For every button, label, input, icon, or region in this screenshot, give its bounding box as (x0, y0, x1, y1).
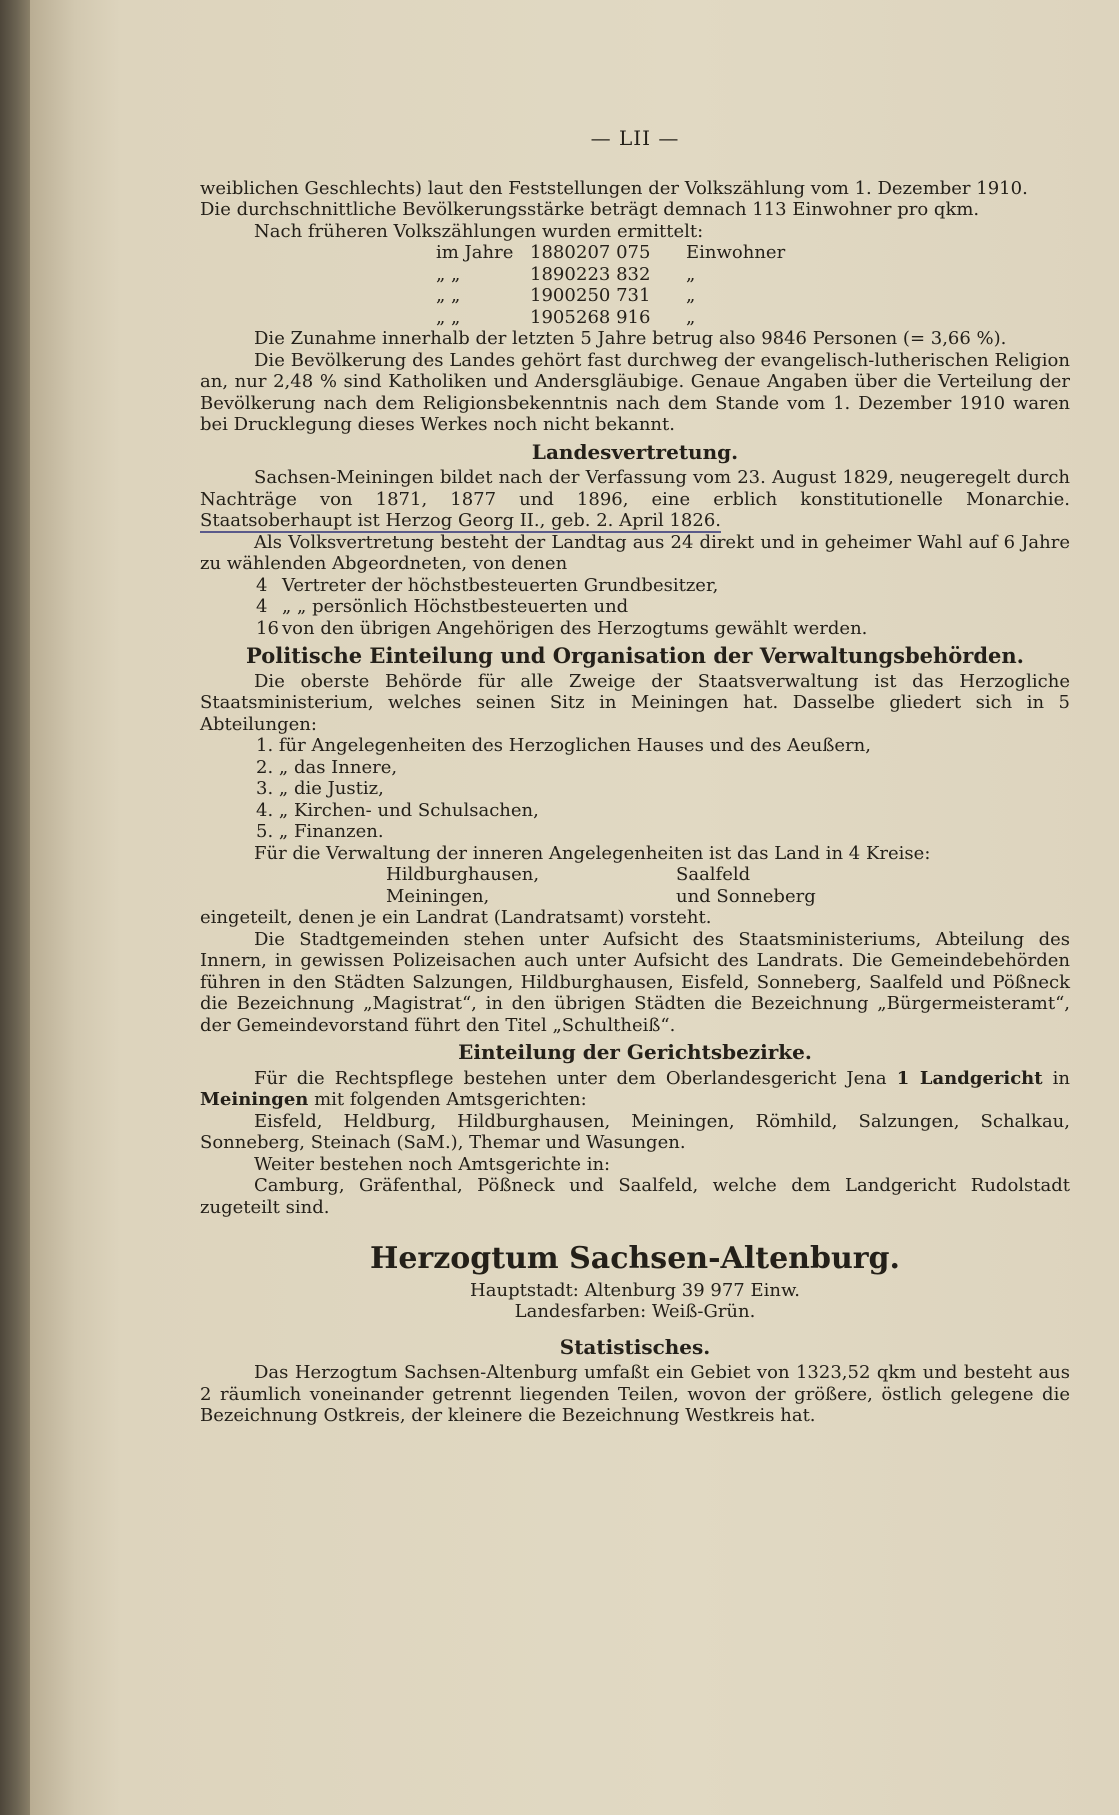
census-line-2: Die durchschnittliche Bevölkerungsstärke beträgt demnach 113 Einwohner pro qkm. (200, 199, 980, 220)
heading-gerichtsbezirke: Einteilung der Gerichtsbezirke. (458, 1040, 812, 1064)
population-row (436, 307, 1070, 329)
rep-count: 4 (256, 574, 268, 596)
head-of-state-underlined: Staatsoberhaupt ist Herzog Georg II., geb. 2. April 1826. (200, 510, 722, 531)
paragraph-constitution (200, 467, 1070, 532)
population-value: 250 731 (576, 285, 651, 306)
list-item (256, 618, 1070, 640)
paragraph-rudolstadt: Camburg, Gräfenthal, Pößneck und Saalfeld, welche dem Landgericht Rudolstadt zugeteilt sind. (200, 1175, 1070, 1218)
departments-list (200, 735, 1070, 843)
population-unit: „ (686, 263, 696, 285)
rep-text: Vertreter der höchstbesteuerten Grundbesitzer, (282, 574, 719, 596)
list-item (256, 596, 1070, 618)
rep-text: von den übrigen Angehörigen des Herzogtums gewählt werden. (282, 617, 868, 639)
page-content (200, 128, 1070, 1427)
paragraph-kreise-intro: Für die Verwaltung der inneren Angelegenheiten ist das Land in 4 Kreise: (254, 842, 931, 864)
rep-count: 16 (256, 617, 279, 639)
paragraph-increase: Die Zunahme innerhalb der letzten 5 Jahre betrug also 9846 Personen (= 3,66 %). (254, 328, 1007, 349)
kreis-left: Hildburghausen, (386, 864, 540, 885)
rechtspflege-text: Für die Rechtspflege bestehen unter dem Oberlandesgericht Jena (254, 1067, 897, 1089)
list-item: 3. „ die Justiz, (256, 778, 384, 799)
rechtspflege-in: in (1042, 1067, 1070, 1089)
constitution-text: Sachsen-Meiningen bildet nach der Verfassung vom 23. August 1829, neugeregelt durch Nachträge von 1871, 1877 und 1896, eine erblich konstitutionelle Monarchie. (200, 467, 1070, 510)
population-unit: „ (686, 285, 696, 306)
landgericht-bold: 1 Landgericht (896, 1067, 1043, 1089)
list-item: 5. „ Finanzen. (256, 821, 384, 842)
kreis-right: und Sonneberg (676, 885, 816, 907)
population-prefix: im Jahre (436, 242, 514, 263)
population-value: 223 832 (576, 263, 651, 285)
list-item: 4. „ Kirchen- und Schulsachen, (256, 799, 539, 821)
rechtspflege-end: mit folgenden Amtsgerichten: (308, 1089, 587, 1110)
earlier-census-intro: Nach früheren Volkszählungen wurden ermittelt: (254, 220, 704, 242)
paragraph-staatsministerium: Die oberste Behörde für alle Zweige der Staatsverwaltung ist das Herzogliche Staatsministerium, welches seinen Sitz in Meiningen hat. Dasselbe gliedert sich in 5 Abteilungen: (200, 670, 1070, 735)
heading-politische-einteilung: Politische Einteilung und Organisation der Verwaltungsbehörden. (246, 643, 1024, 668)
list-item: 1. für Angelegenheiten des Herzoglichen Hauses und des Aeußern, (256, 735, 871, 756)
population-unit: Einwohner (686, 242, 786, 263)
colors-line: Landesfarben: Weiß-Grün. (514, 1301, 756, 1322)
heading-landesvertretung: Landesvertretung. (531, 439, 739, 464)
population-row (436, 242, 1070, 264)
population-unit: „ (686, 306, 696, 328)
list-item (256, 575, 1070, 597)
population-row (436, 285, 1070, 307)
heading-statistisches: Statistisches. (559, 1334, 711, 1359)
population-table (200, 242, 1070, 328)
population-value: 207 075 (576, 242, 651, 263)
book-page (30, 0, 1119, 1815)
paragraph-landtag: Als Volksvertretung besteht der Landtag aus 24 direkt und in geheimer Wahl auf 6 Jahre zu wählenden Abgeordneten, von denen (200, 531, 1070, 574)
meiningen-bold: Meiningen (200, 1089, 309, 1110)
rep-text: „ „ persönlich Höchstbesteuerten und (282, 596, 629, 617)
paragraph-stadtgemeinden: Die Stadtgemeinden stehen unter Aufsicht des Staatsministeriums, Abteilung des Innern, in gewissen Polizeisachen auch unter Aufsicht des Landrats. Die Gemeindebehörden führen in den Städten Salzungen, Hildburghausen, Eisfeld, Sonneberg, Saalfeld und Pößneck die Bezeichnung „Magistrat“, in den übrigen Städten die Bezeichnung „Bürgermeisteramt“, der Gemeindevorstand führt den Titel „Schultheiß“. (200, 928, 1070, 1036)
representatives-list (200, 575, 1070, 640)
population-row (436, 264, 1070, 286)
kreise-row (200, 886, 1070, 908)
paragraph-altenburg-area: Das Herzogtum Sachsen-Altenburg umfaßt ein Gebiet von 1323,52 qkm und besteht aus 2 räumlich voneinander getrennt liegenden Teilen, wovon der größere, östlich gelegene die Bezeichnung Ostkreis, der kleinere die Bezeichnung Westkreis hat. (200, 1362, 1070, 1426)
population-prefix: „ „ (436, 285, 461, 306)
paragraph-rechtspflege (200, 1068, 1070, 1111)
census-line-1: weiblichen Geschlechts) laut den Feststellungen der Volkszählung vom 1. Dezember 1910. (200, 177, 1028, 199)
page-number: — LII — (590, 126, 680, 150)
population-year: 1900 (530, 285, 576, 306)
heading-sachsen-altenburg: Herzogtum Sachsen-Altenburg. (370, 1241, 900, 1276)
paragraph-census-1910 (200, 178, 1070, 221)
list-item: 2. „ das Innere, (256, 756, 398, 778)
population-year: 1905 (530, 306, 576, 328)
kreis-left: Meiningen, (386, 885, 490, 907)
paragraph-kreise-end: eingeteilt, denen je ein Landrat (Landratsamt) vorsteht. (200, 907, 712, 928)
paragraph-religion: Die Bevölkerung des Landes gehört fast durchweg der evangelisch-lutherischen Religion an, nur 2,48 % sind Katholiken und Andersgläubige. Genaue Angaben über die Verteilung der Bevölkerung nach dem Religionsbekenntnis nach dem Stande vom 1. Dezember 1910 waren bei Drucklegung dieses Werkes noch nicht bekannt. (200, 349, 1070, 435)
population-prefix: „ „ (436, 306, 461, 328)
paragraph-amtsgerichte-list: Eisfeld, Heldburg, Hildburghausen, Meiningen, Römhild, Salzungen, Schalkau, Sonneberg, Steinach (SaM.), Themar und Wasungen. (200, 1110, 1070, 1153)
book-spine-shadow (0, 0, 30, 1815)
kreis-right: Saalfeld (676, 864, 751, 885)
rep-count: 4 (256, 596, 268, 617)
capital-line: Hauptstadt: Altenburg 39 977 Einw. (470, 1279, 800, 1301)
population-year: 1890 (530, 263, 576, 285)
kreise-row (200, 864, 1070, 886)
population-value: 268 916 (576, 306, 651, 328)
paragraph-weitere-amtsgerichte: Weiter bestehen noch Amtsgerichte in: (254, 1153, 611, 1175)
population-year: 1880 (530, 242, 576, 263)
population-prefix: „ „ (436, 263, 461, 285)
